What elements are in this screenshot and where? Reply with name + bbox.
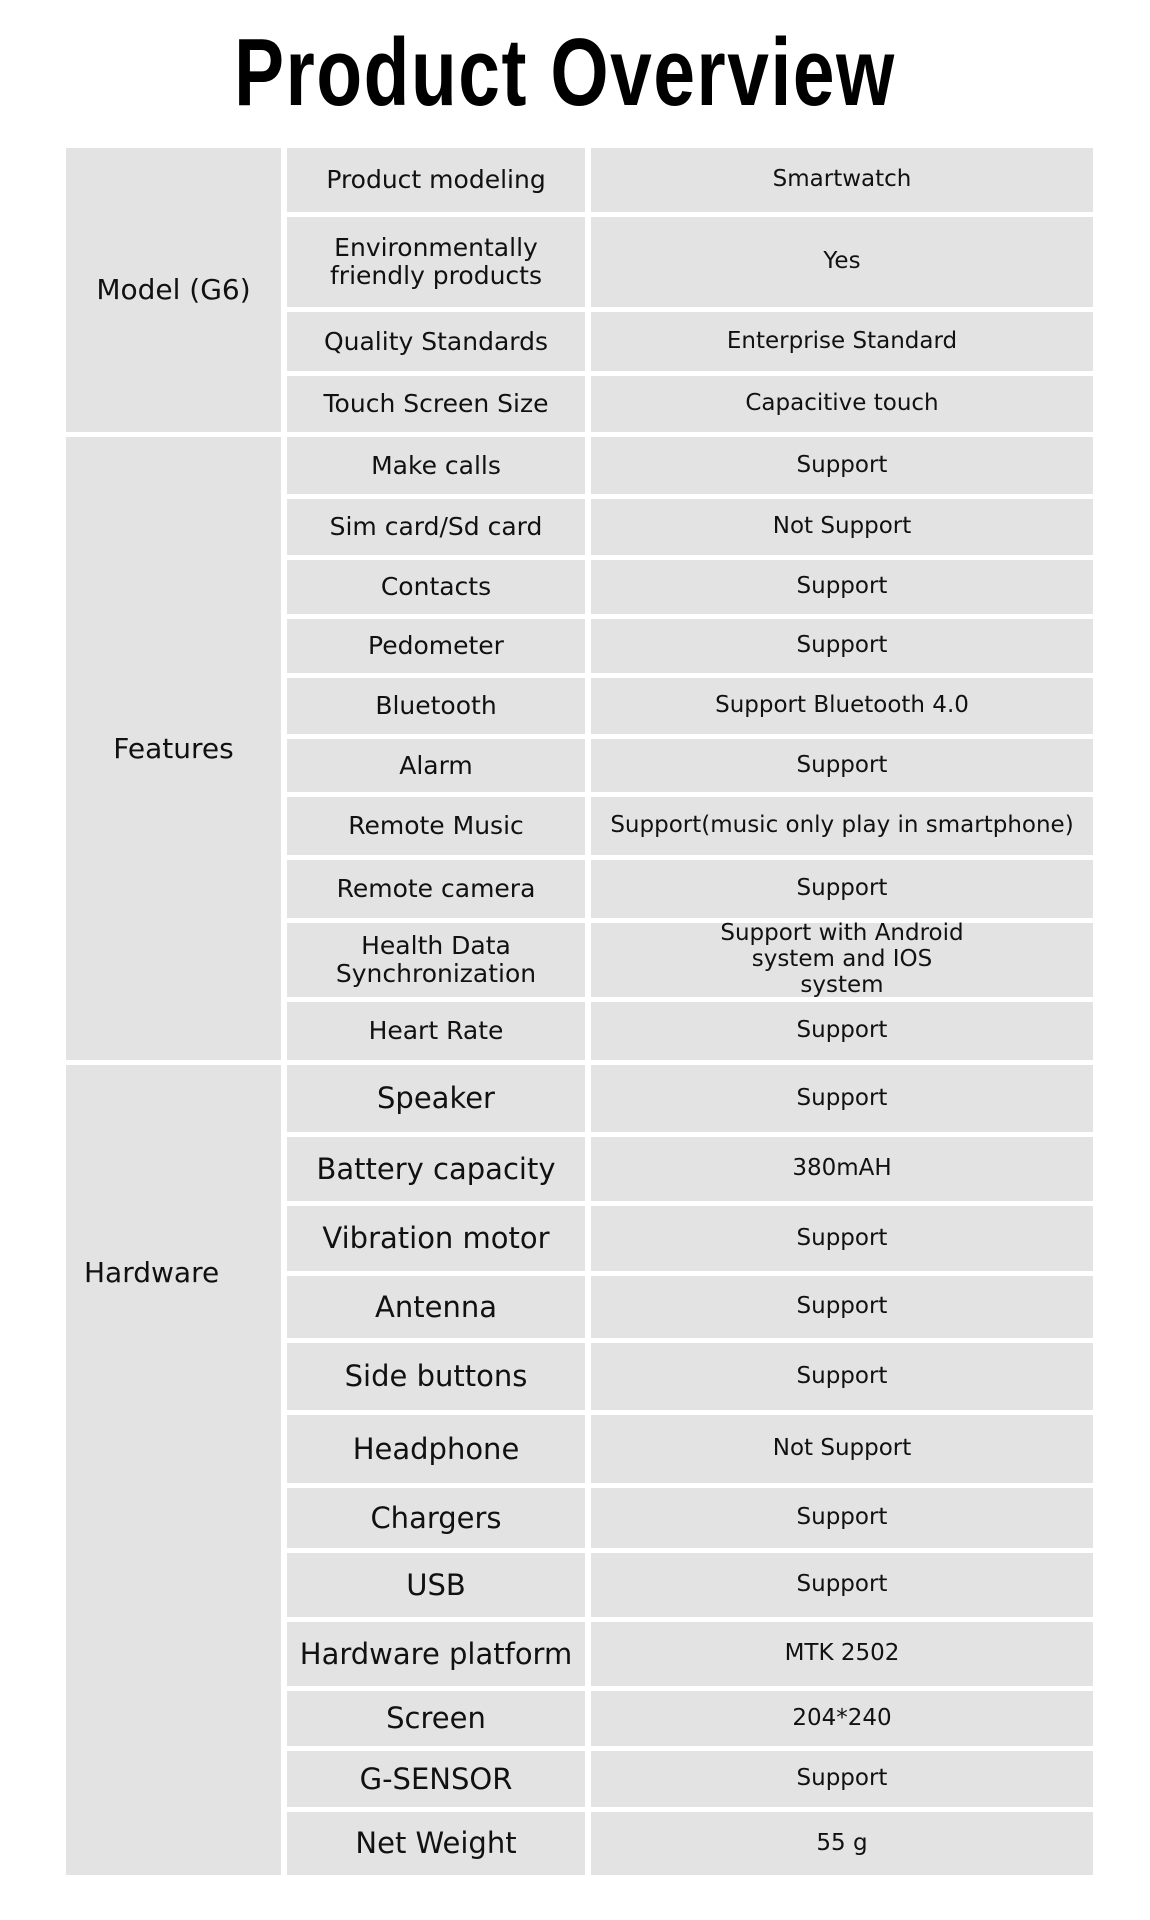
spec-value: MTK 2502 (591, 1622, 1093, 1686)
spec-value: Support with Android system and IOS system (591, 923, 1093, 997)
spec-label: Remote camera (287, 860, 585, 918)
spec-value: Support (591, 1343, 1093, 1410)
spec-value: Support (591, 1276, 1093, 1338)
spec-value: Support (591, 1488, 1093, 1548)
spec-label: Make calls (287, 437, 585, 494)
spec-label: Alarm (287, 739, 585, 792)
category-model: Model (G6) (66, 148, 281, 432)
spec-label: Battery capacity (287, 1137, 585, 1201)
spec-label: Touch Screen Size (287, 376, 585, 432)
spec-value: Support Bluetooth 4.0 (591, 678, 1093, 734)
spec-value: Support(music only play in smartphone) (591, 797, 1093, 855)
spec-label: Health Data Synchronization (287, 923, 585, 997)
spec-label: Hardware platform (287, 1622, 585, 1686)
spec-label: Quality Standards (287, 312, 585, 371)
category-features: Features (66, 437, 281, 1060)
spec-value: Support (591, 560, 1093, 614)
spec-label: Net Weight (287, 1812, 585, 1875)
category-hardware: Hardware (66, 1065, 281, 1875)
spec-value: 55 g (591, 1812, 1093, 1875)
spec-value: Enterprise Standard (591, 312, 1093, 371)
spec-label: Sim card/Sd card (287, 499, 585, 555)
spec-label: Chargers (287, 1488, 585, 1548)
spec-label: Heart Rate (287, 1002, 585, 1060)
spec-label: Vibration motor (287, 1206, 585, 1271)
spec-value: Yes (591, 217, 1093, 307)
spec-value: Support (591, 437, 1093, 494)
spec-value: Capacitive touch (591, 376, 1093, 432)
spec-value: Support (591, 739, 1093, 792)
spec-value: Not Support (591, 499, 1093, 555)
spec-label: Remote Music (287, 797, 585, 855)
spec-label: USB (287, 1553, 585, 1617)
spec-value: Support (591, 1751, 1093, 1807)
spec-value: Support (591, 860, 1093, 918)
spec-label: G-SENSOR (287, 1751, 585, 1807)
spec-label: Pedometer (287, 619, 585, 673)
spec-value: Not Support (591, 1415, 1093, 1483)
spec-value: Support (591, 619, 1093, 673)
spec-value: Support (591, 1206, 1093, 1271)
spec-value: Smartwatch (591, 148, 1093, 212)
spec-value: 204*240 (591, 1691, 1093, 1746)
spec-label: Environmentally friendly products (287, 217, 585, 307)
spec-label: Bluetooth (287, 678, 585, 734)
spec-value: 380mAH (591, 1137, 1093, 1201)
spec-label: Product modeling (287, 148, 585, 212)
spec-label: Side buttons (287, 1343, 585, 1410)
spec-label: Speaker (287, 1065, 585, 1132)
spec-label: Screen (287, 1691, 585, 1746)
spec-value: Support (591, 1553, 1093, 1617)
spec-value: Support (591, 1065, 1093, 1132)
spec-label: Headphone (287, 1415, 585, 1483)
page-title: Product Overview (234, 19, 896, 126)
spec-label: Contacts (287, 560, 585, 614)
spec-value: Support (591, 1002, 1093, 1060)
spec-label: Antenna (287, 1276, 585, 1338)
